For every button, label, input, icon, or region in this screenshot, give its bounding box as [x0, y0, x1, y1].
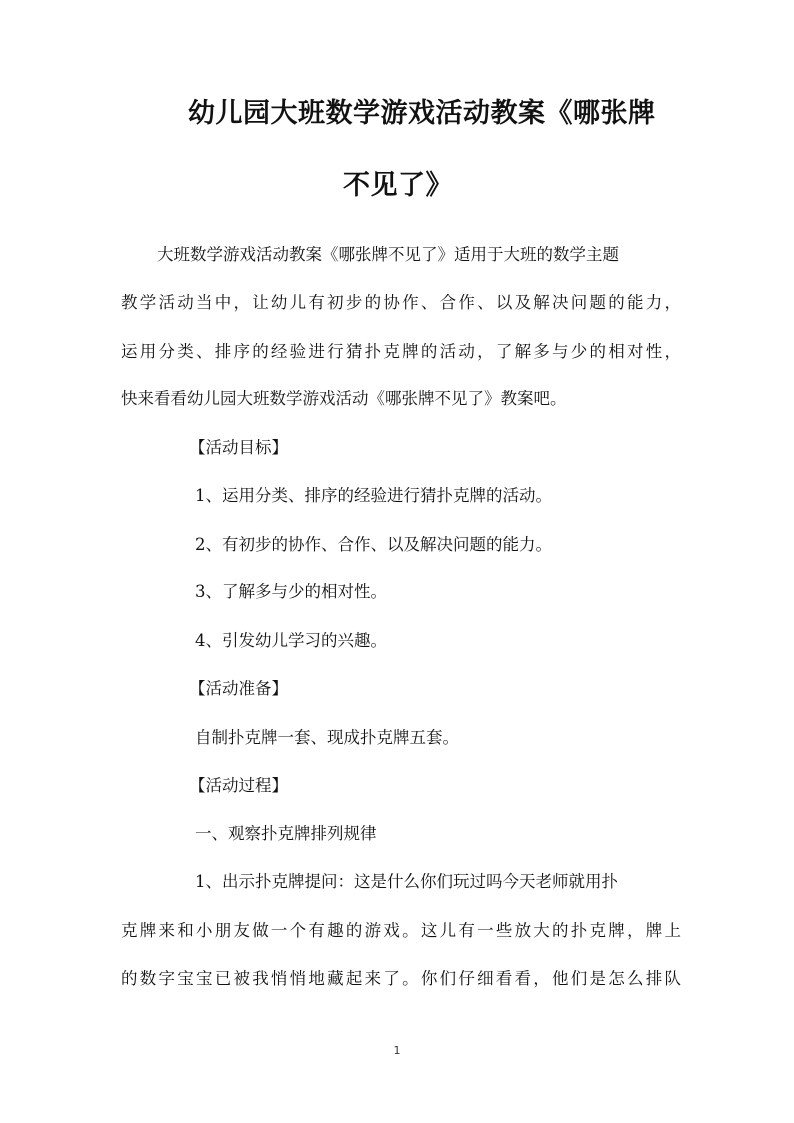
process-line-3: 的数字宝宝已被我悄悄地藏起来了。你们仔细看看，他们是怎么排队 [121, 969, 681, 988]
goal-text-1: 1、运用分类、排序的经验进行猜扑克牌的活动。 [195, 486, 552, 505]
process-line-2: 克牌来和小朋友做一个有趣的游戏。这儿有一些放大的扑克牌，牌上 [121, 921, 681, 940]
section-process-text: 【活动过程】 [189, 776, 288, 795]
goal-text-2: 2、有初步的协作、合作、以及解决问题的能力。 [195, 535, 552, 554]
intro-text-1: 大班数学游戏活动教案《哪张牌不见了》适用于大班的数学主题 [157, 245, 619, 264]
process-heading-1-text: 一、观察扑克牌排列规律 [195, 824, 377, 843]
process-text-1: 1、出示扑克牌提问：这是什么你们玩过吗今天老师就用扑 [195, 872, 618, 891]
intro-line-3: 运用分类、排序的经验进行猜扑克牌的活动，了解多与少的相对性， [121, 342, 681, 361]
intro-text-4: 快来看看幼儿园大班数学游戏活动《哪张牌不见了》教案吧。 [121, 389, 567, 408]
section-prep-text: 【活动准备】 [189, 679, 288, 698]
document-title-line-2: 不见了》 [343, 170, 453, 201]
prep-text: 自制扑克牌一套、现成扑克牌五套。 [195, 728, 459, 747]
document-title-line-1: 幼儿园大班数学游戏活动教案《哪张牌 [188, 98, 656, 129]
section-goals-text: 【活动目标】 [189, 438, 288, 457]
page-number: 1 [393, 1044, 401, 1057]
goal-text-3: 3、了解多与少的相对性。 [195, 582, 387, 601]
goal-text-4: 4、引发幼儿学习的兴趣。 [195, 631, 387, 650]
intro-line-2: 教学活动当中，让幼儿有初步的协作、合作、以及解决问题的能力， [121, 293, 681, 312]
